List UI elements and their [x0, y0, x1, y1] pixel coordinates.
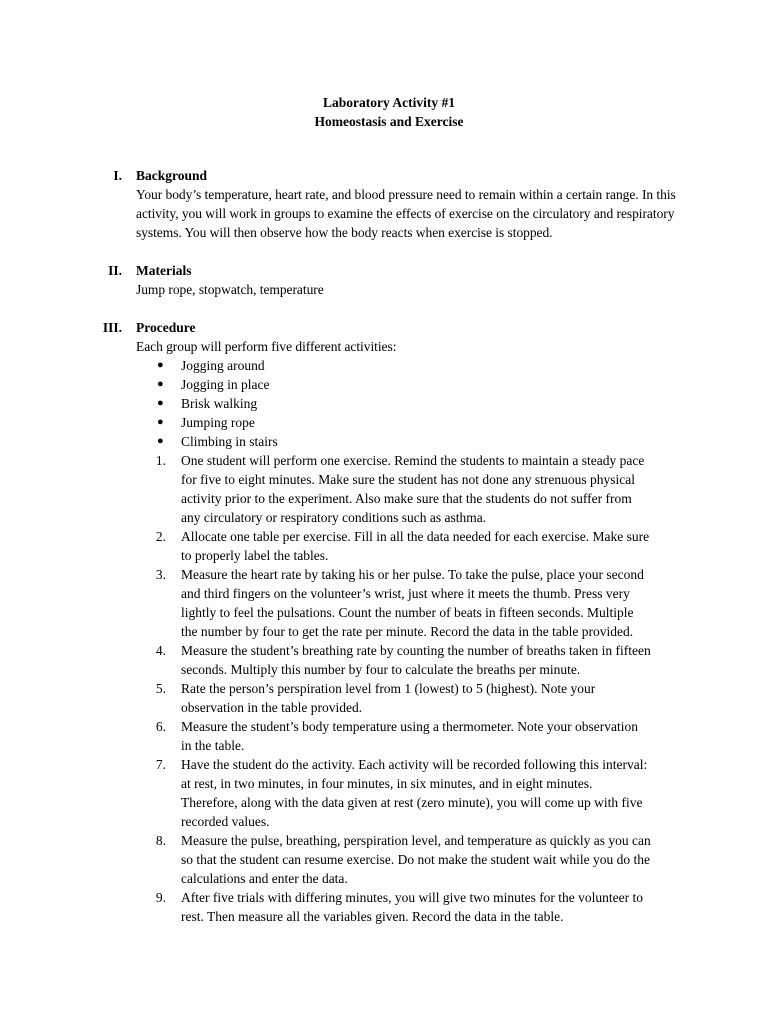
step-number: 4.	[155, 643, 166, 658]
step-text: Rate the person’s perspiration level from 1 (lowest) to 5 (highest). Note your observation in the table provided.	[181, 681, 596, 715]
list-item	[136, 375, 681, 394]
step-text: Measure the pulse, breathing, perspiration level, and temperature as quickly as you can so that the student can resume exercise. Do not make the student wait while you do the calculations and enter the data.	[181, 833, 651, 886]
procedure-step	[136, 888, 681, 926]
step-text: Measure the heart rate by taking his or her pulse. To take the pulse, place your second and third fingers on the volunteer’s wrist, just where it meets the thumb. Press very lightly to feel the pulsations. Count the number of beats in fifteen seconds. Multiple the number by four to get the rate per minute. Record the data in the table provided.	[181, 567, 644, 639]
bullet-icon: ●	[157, 416, 164, 428]
bullet-icon: ●	[157, 378, 164, 390]
document-subtitle: Homeostasis and Exercise	[314, 114, 464, 129]
section-body	[136, 261, 681, 299]
procedure-step	[136, 527, 681, 565]
procedure-step	[136, 641, 681, 679]
section-heading: Background	[136, 168, 208, 183]
title-block	[0, 93, 768, 131]
list-item-text: Jumping rope	[181, 415, 255, 430]
step-number: 2.	[155, 529, 166, 544]
document-title: Laboratory Activity #1	[323, 95, 455, 110]
step-text: After five trials with differing minutes, you will give two minutes for the volunteer to rest. Then measure all the variables given. Record the data in the table.	[181, 890, 644, 924]
section-heading: Materials	[136, 263, 192, 278]
procedure-steps	[136, 451, 681, 926]
step-number: 1.	[155, 453, 166, 468]
section-number: II.	[108, 263, 122, 278]
step-number: 5.	[155, 681, 166, 696]
step-text: Allocate one table per exercise. Fill in all the data needed for each exercise. Make sure to properly label the tables.	[181, 529, 650, 563]
step-number: 7.	[155, 757, 166, 772]
step-number: 3.	[155, 567, 166, 582]
section-paragraph: Jump rope, stopwatch, temperature	[136, 282, 324, 297]
bullet-icon: ●	[157, 397, 164, 409]
list-item	[136, 413, 681, 432]
list-item	[136, 394, 681, 413]
section-number: I.	[113, 168, 122, 183]
activity-list	[136, 356, 681, 451]
procedure-step	[136, 451, 681, 527]
section-intro: Each group will perform five different activities:	[136, 339, 397, 354]
step-number: 9.	[155, 890, 166, 905]
procedure-step	[136, 831, 681, 888]
step-text: Measure the student’s breathing rate by counting the number of breaths taken in fifteen seconds. Multiply this number by four to calculate the breaths per minute.	[181, 643, 651, 677]
procedure-step	[136, 565, 681, 641]
list-item-text: Jogging around	[181, 358, 265, 373]
section-heading: Procedure	[136, 320, 196, 335]
step-text: Have the student do the activity. Each activity will be recorded following this interval: at rest, in two minutes, in four minutes, in six minutes, and in eight minutes. Therefore, along with the data given at rest (zero minute), you will come up with five recorded values.	[181, 757, 648, 829]
section-paragraph: Your body’s temperature, heart rate, and blood pressure need to remain within a certain range. In this activity, you will work in groups to examine the effects of exercise on the circulatory and respiratory systems. You will then observe how the body reacts when exercise is stopped.	[136, 187, 676, 240]
list-item-text: Jogging in place	[181, 377, 270, 392]
bullet-icon: ●	[157, 435, 164, 447]
procedure-step	[136, 679, 681, 717]
list-item	[136, 356, 681, 375]
step-number: 8.	[155, 833, 166, 848]
step-text: Measure the student’s body temperature using a thermometer. Note your observation in the table.	[181, 719, 639, 753]
list-item-text: Brisk walking	[181, 396, 258, 411]
procedure-step	[136, 717, 681, 755]
bullet-icon: ●	[157, 359, 164, 371]
section-body	[136, 166, 681, 242]
step-text: One student will perform one exercise. Remind the students to maintain a steady pace for five to eight minutes. Make sure the student has not done any strenuous physical activity prior to the experiment. Also make sure that the students do not suffer from any circulatory or respiratory conditions such as asthma.	[181, 453, 645, 525]
section-body	[136, 318, 681, 926]
list-item	[136, 432, 681, 451]
procedure-step	[136, 755, 681, 831]
list-item-text: Climbing in stairs	[181, 434, 278, 449]
section-number: III.	[102, 320, 122, 335]
step-number: 6.	[155, 719, 166, 734]
